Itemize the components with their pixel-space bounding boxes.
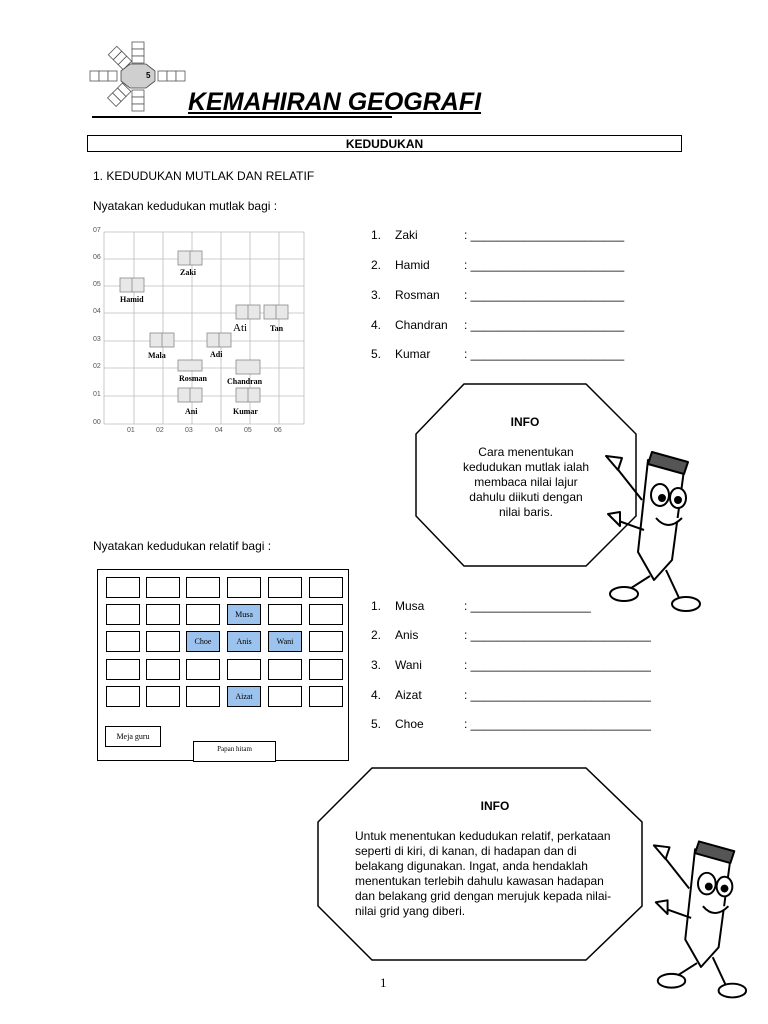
- x-tick: 03: [185, 427, 193, 434]
- grid-cell: [186, 659, 220, 680]
- grid-cell: [309, 577, 343, 598]
- list-item-num: 1.: [371, 599, 382, 613]
- label-mala: Mala: [148, 351, 166, 360]
- y-tick: 05: [93, 281, 101, 288]
- list-item-name: Kumar: [395, 347, 431, 361]
- list-item-num: 3.: [371, 288, 382, 302]
- grid-cell: [227, 577, 261, 598]
- list-item-name: Musa: [395, 599, 425, 613]
- y-tick: 02: [93, 363, 101, 370]
- list-item-num: 2.: [371, 258, 382, 272]
- list-item-num: 3.: [371, 658, 382, 672]
- list-item-name: Anis: [395, 628, 419, 642]
- page-number: 1: [380, 975, 387, 990]
- absolute-position-grid: [88, 224, 320, 440]
- section-header: KEDUDUKAN: [87, 135, 682, 152]
- grid-cell: [146, 577, 180, 598]
- y-tick: 06: [93, 254, 101, 261]
- grid-cell-musa: Musa: [227, 604, 261, 625]
- label-tan: Tan: [270, 324, 284, 333]
- answer-blank[interactable]: : __________________: [464, 599, 591, 613]
- grid-cell: [146, 686, 180, 707]
- teacher-desk: Meja guru: [105, 726, 161, 747]
- blackboard: Papan hitam: [193, 741, 276, 762]
- question-heading: 1. KEDUDUKAN MUTLAK DAN RELATIF: [93, 169, 315, 183]
- y-tick: 01: [93, 391, 101, 398]
- label-ani: Ani: [185, 407, 198, 416]
- x-tick: 05: [244, 427, 252, 434]
- grid-cell-anis: Anis: [227, 631, 261, 652]
- grid-cell: [106, 659, 140, 680]
- label-kumar: Kumar: [233, 407, 258, 416]
- grid-cell: [309, 686, 343, 707]
- list-item-num: 1.: [371, 228, 382, 242]
- list-item-name: Zaki: [395, 228, 418, 242]
- grid-cell: [146, 659, 180, 680]
- list-item-name: Chandran: [395, 318, 448, 332]
- page-title: KEMAHIRAN GEOGRAFI: [188, 88, 482, 116]
- x-tick: 02: [156, 427, 164, 434]
- grid-cell: [106, 604, 140, 625]
- grid-cell: [186, 577, 220, 598]
- answer-blank[interactable]: : _______________________: [464, 347, 625, 361]
- grid-cell-choe: Choe: [186, 631, 220, 652]
- list-item-num: 4.: [371, 318, 382, 332]
- grid-cell: [146, 604, 180, 625]
- answer-blank[interactable]: : _______________________: [464, 288, 625, 302]
- x-tick: 04: [215, 427, 223, 434]
- grid-cell: [106, 686, 140, 707]
- label-zaki: Zaki: [180, 268, 197, 277]
- grid-cell: [146, 631, 180, 652]
- y-tick: 03: [93, 336, 101, 343]
- label-rosman: Rosman: [179, 374, 208, 383]
- grid-cell: [106, 577, 140, 598]
- grid-cell: [309, 631, 343, 652]
- pencil-mascot-icon: [598, 440, 704, 616]
- grid-cell: [186, 604, 220, 625]
- list-item-name: Choe: [395, 717, 424, 731]
- list-item-name: Aizat: [395, 688, 422, 702]
- grid-cell: [268, 604, 302, 625]
- desk-chandran: [236, 360, 260, 374]
- grid-cell-wani: Wani: [268, 631, 302, 652]
- info-title: INFO: [480, 799, 510, 813]
- instruction-mutlak: Nyatakan kedudukan mutlak bagi :: [93, 199, 278, 213]
- compass-center-label: 5: [146, 71, 151, 80]
- answer-blank[interactable]: : _______________________: [464, 228, 625, 242]
- grid-cell: [268, 659, 302, 680]
- answer-blank[interactable]: : ___________________________: [464, 658, 651, 672]
- grid-cell: [227, 659, 261, 680]
- grid-cell: [106, 631, 140, 652]
- instruction-relatif: Nyatakan kedudukan relatif bagi :: [93, 539, 272, 553]
- list-item-num: 5.: [371, 347, 382, 361]
- grid-cell: [309, 659, 343, 680]
- x-tick: 01: [127, 427, 135, 434]
- info-title: INFO: [510, 415, 540, 429]
- list-item-name: Wani: [395, 658, 422, 672]
- label-ati: Ati: [233, 322, 248, 334]
- desk-rosman: [178, 360, 202, 371]
- grid-cell: [268, 686, 302, 707]
- compass-logo-icon: [88, 40, 188, 115]
- y-tick: 00: [93, 419, 101, 426]
- list-item-name: Rosman: [395, 288, 440, 302]
- grid-cell: [309, 604, 343, 625]
- list-item-num: 2.: [371, 628, 382, 642]
- title-underline: [92, 116, 392, 118]
- answer-blank[interactable]: : _______________________: [464, 318, 625, 332]
- list-item-num: 4.: [371, 688, 382, 702]
- x-tick: 06: [274, 427, 282, 434]
- list-item-name: Hamid: [395, 258, 430, 272]
- y-tick: 07: [93, 227, 101, 234]
- grid-cell-aizat: Aizat: [227, 686, 261, 707]
- label-hamid: Hamid: [120, 295, 144, 304]
- label-chandran: Chandran: [227, 377, 263, 386]
- list-item-num: 5.: [371, 717, 382, 731]
- grid-cell: [268, 577, 302, 598]
- answer-blank[interactable]: : ___________________________: [464, 688, 651, 702]
- relative-position-grid: [97, 569, 349, 761]
- y-tick: 04: [93, 308, 101, 315]
- answer-blank[interactable]: : ___________________________: [464, 628, 651, 642]
- info-body: Cara menentukan kedudukan mutlak ialah membaca nilai lajur dahulu diikuti dengan nilai baris.: [462, 445, 590, 519]
- pencil-mascot-icon: [646, 828, 750, 1004]
- info-body: Untuk menentukan kedudukan relatif, perkataan seperti di kiri, di kanan, di hadapan dan di belakang digunakan. Ingat, anda hendaklah menentukan terlebih dahulu kawasan hadapan dan belakang grid dengan merujuk kepada nilai- nilai grid yang diberi.: [355, 829, 612, 918]
- grid-cell: [186, 686, 220, 707]
- answer-blank[interactable]: : ___________________________: [464, 717, 651, 731]
- answer-blank[interactable]: : _______________________: [464, 258, 625, 272]
- label-adi: Adi: [210, 350, 223, 359]
